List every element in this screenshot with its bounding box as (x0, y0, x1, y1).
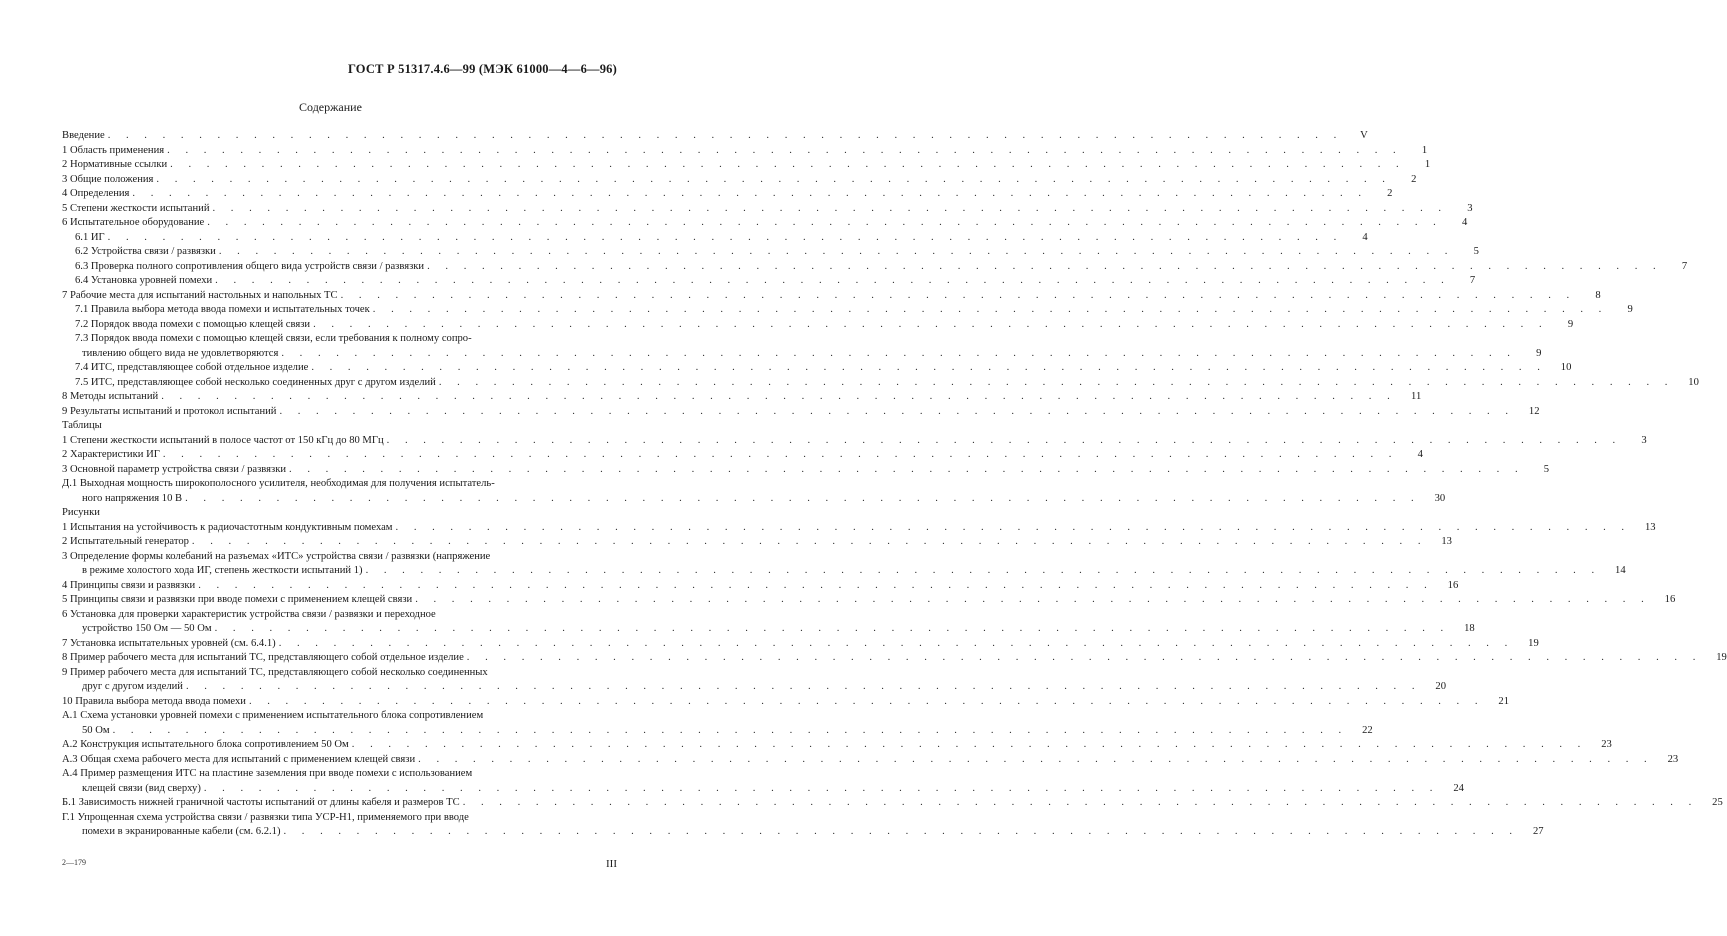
document-header: ГОСТ Р 51317.4.6—99 (МЭК 61000—4—6—96) (347, 62, 617, 76)
entry-title: 7.4 ИТС, представляющее собой отдельное изделие (75, 362, 309, 374)
entry-title: 7 Установка испытательных уровней (см. 6.4.1) (62, 637, 276, 649)
entry-title: 4 Принципы связи и развязки (62, 579, 196, 591)
leader-dots: . . . . . . . . . . . . . . . . . . . . . . . . . . . . . . . . . . . . . . . . . . . . . . . . . . . . . . . . . . . . . . . . . . . . (438, 376, 1674, 388)
entry-page-number: 19 (1716, 652, 1727, 664)
entry-title: Д.1 Выходная мощность широкополосного усилителя, необходимая для получения испытатель- (62, 478, 495, 490)
entries-entry[interactable] (62, 231, 1368, 246)
entry-page-number: 11 (1411, 391, 1422, 403)
tables-entry[interactable] (62, 448, 1423, 463)
entry-page-number: 2 (1387, 188, 1393, 200)
entry-title: Введение (62, 130, 105, 142)
entry-title: А.1 Схема установки уровней помехи с применением испытательного блока сопротивлением (62, 710, 484, 722)
leader-dots: . . . . . . . . . . . . . . . . . . . . . . . . . . . . . . . . . . . . . . . . . . . . . . . . . . . . . . . . . . . . . . . . . . . . (386, 434, 1622, 446)
entry-title: А.4 Пример размещения ИТС на пластине заземления при вводе помехи с использованием (62, 768, 473, 780)
leader-dots: . . . . . . . . . . . . . . . . . . . . . . . . . . . . . . . . . . . . . . . . . . . . . . . . . . . . . . . . . . . . . . . . . . . . (132, 188, 1368, 200)
entry-title-continuation: устройство 150 Ом — 50 Ом (82, 623, 212, 635)
leader-dots: . . . . . . . . . . . . . . . . . . . . . . . . . . . . . . . . . . . . . . . . . . . . . . . . . . . . . . . . . . . . . . . . . . . . (289, 463, 1525, 475)
entries-entry[interactable] (62, 202, 1473, 217)
entry-title: 2 Нормативные ссылки (62, 159, 168, 171)
entries-entry[interactable] (62, 260, 1688, 275)
entries-entry[interactable] (62, 361, 1572, 376)
entry-page-number: V (1360, 130, 1368, 142)
entries-entry[interactable] (62, 129, 1368, 144)
entry-page-number: 7 (1681, 260, 1688, 272)
entry-title: 7.3 Порядок ввода помехи с помощью клещей связи, если требования к полному сопро- (75, 333, 472, 345)
entry-title: 1 Область применения (62, 144, 165, 156)
figures-entry-continuation[interactable] (62, 622, 1475, 637)
entry-title: 7 Рабочие места для испытаний настольных и напольных ТС (62, 289, 338, 301)
entry-title: 6.1 ИГ (75, 231, 105, 243)
entry-page-number: 14 (1615, 565, 1626, 577)
tables-entry[interactable] (62, 477, 598, 492)
leader-dots: . . . . . . . . . . . . . . . . . . . . . . . . . . . . . . . . . . . . . . . . . . . . . . . . . . . . . . . . . . . . . . . . . . . . (207, 217, 1443, 229)
entry-title: 3 Определение формы колебаний на разъемах «ИТС» устройства связи / развязки (напряжение (62, 550, 491, 562)
footer-page-number: III (606, 858, 617, 870)
entries-entry[interactable] (62, 405, 1540, 420)
leader-dots: . . . . . . . . . . . . . . . . . . . . . . . . . . . . . . . . . . . . . . . . . . . . . . . . . . . . . . . . . . . . . . . . . . . . (311, 362, 1547, 374)
entry-page-number: 22 (1362, 724, 1373, 736)
entry-page-number: 4 (1461, 217, 1468, 229)
leader-dots: . . . . . . . . . . . . . . . . . . . . . . . . . . . . . . . . . . . . . . . . . . . . . . . . . . . . . . . . . . . . . . . . . . . . (418, 753, 1654, 765)
entry-title: 7.1 Правила выбора метода ввода помехи и испытательных точек (75, 304, 370, 316)
entries-entry[interactable] (62, 158, 1431, 173)
leader-dots: . . . . . . . . . . . . . . . . . . . . . . . . . . . . . . . . . . . . . . . . . . . . . . . . . . . . . . . . . . . . . . . . . . . . (170, 159, 1406, 171)
entry-page-number: 10 (1688, 376, 1699, 388)
entry-title-continuation: друг с другом изделий (82, 681, 183, 693)
entries-entry[interactable] (62, 303, 1633, 318)
table-of-contents (62, 129, 1727, 840)
entry-title-continuation: клещей связи (вид сверху) (82, 782, 201, 794)
leader-dots: . . . . . . . . . . . . . . . . . . . . . . . . . . . . . . . . . . . . . . . . . . . . . . . . . . . . . . . . . . . . . . . . . . . . (372, 304, 1608, 316)
figures-entry[interactable] (62, 753, 1679, 768)
figures-entry-continuation[interactable] (62, 724, 1373, 739)
figures-entry[interactable] (62, 767, 598, 782)
leader-dots: . . . . . . . . . . . . . . . . . . . . . . . . . . . . . . . . . . . . . . . . . . . . . . . . . . . . . . . . . . . . . . . . . . . . (198, 579, 1434, 591)
entry-page-number: 5 (1543, 463, 1550, 475)
tables-entry[interactable] (62, 463, 1550, 478)
leader-dots: . . . . . . . . . . . . . . . . . . . . . . . . . . . . . . . . . . . . . . . . . . . . . . . . . . . . . . . . . . . . . . . . . . . . (218, 246, 1454, 258)
leader-dots: . . . . . . . . . . . . . . . . . . . . . . . . . . . . . . . . . . . . . . . . . . . . . . . . . . . . . . . . . . . . . . . . . . . . (313, 318, 1549, 330)
entry-title: 5 Степени жесткости испытаний (62, 202, 210, 214)
figures-heading: Рисунки (62, 507, 100, 519)
figures-entry[interactable] (62, 550, 598, 565)
entry-title: 2 Характеристики ИГ (62, 449, 160, 461)
footer-sheet-number: 2—179 (62, 858, 86, 867)
entry-page-number: 4 (1362, 231, 1368, 243)
page-title: Содержание (299, 100, 362, 114)
leader-dots: . . . . . . . . . . . . . . . . . . . . . . . . . . . . . . . . . . . . . . . . . . . . . . . . . . . . . . . . . . . . . . . . . . . . (185, 492, 1421, 504)
tables-entry-continuation[interactable] (62, 492, 1446, 507)
entries-entry[interactable] (62, 332, 598, 347)
leader-dots: . . . . . . . . . . . . . . . . . . . . . . . . . . . . . . . . . . . . . . . . . . . . . . . . . . . . . . . . . . . . . . . . . . . . (365, 565, 1601, 577)
entry-title-continuation: в режиме холостого хода ИГ, степень жесткости испытаний 1) (82, 565, 363, 577)
leader-dots: . . . . . . . . . . . . . . . . . . . . . . . . . . . . . . . . . . . . . . . . . . . . . . . . . . . . . . . . . . . . . . . . . . . . (162, 449, 1398, 461)
entry-title-continuation: ного напряжения 10 В (82, 492, 183, 504)
entry-page-number: 23 (1667, 753, 1679, 765)
leader-dots: . . . . . . . . . . . . . . . . . . . . . . . . . . . . . . . . . . . . . . . . . . . . . . . . . . . . . . . . . . . . . . . . . . . . (191, 536, 1427, 548)
entry-page-number: 27 (1532, 826, 1544, 838)
entry-title: 1 Степени жесткости испытаний в полосе частот от 150 кГц до 80 МГц (62, 434, 384, 446)
leader-dots: . . . . . . . . . . . . . . . . . . . . . . . . . . . . . . . . . . . . . . . . . . . . . . . . . . . . . . . . . . . . . . . . . . . . (161, 391, 1397, 403)
figures-entry-continuation[interactable] (62, 564, 1626, 579)
entry-page-number: 25 (1712, 797, 1723, 809)
leader-dots: . . . . . . . . . . . . . . . . . . . . . . . . . . . . . . . . . . . . . . . . . . . . . . . . . . . . . . . . . . . . . . . . . . . . (203, 782, 1439, 794)
tables-entry[interactable] (62, 434, 1647, 449)
leader-dots: . . . . . . . . . . . . . . . . . . . . . . . . . . . . . . . . . . . . . . . . . . . . . . . . . . . . . . . . . . . . . . . . . . . . (462, 797, 1698, 809)
entry-page-number: 3 (1467, 202, 1473, 214)
figures-entry[interactable] (62, 579, 1459, 594)
leader-dots: . . . . . . . . . . . . . . . . . . . . . . . . . . . . . . . . . . . . . . . . . . . . . . . . . . . . . . . . . . . . . . . . . . . . (283, 826, 1519, 838)
entries-entry[interactable] (62, 173, 1417, 188)
figures-entry[interactable] (62, 738, 1612, 753)
entries-entry-continuation[interactable] (62, 347, 1542, 362)
leader-dots: . . . . . . . . . . . . . . . . . . . . . . . . . . . . . . . . . . . . . . . . . . . . . . . . . . . . . . . . . . . . . . . . . . . . (279, 405, 1515, 417)
entry-title: 9 Пример рабочего места для испытаний ТС, представляющего собой несколько соединенных (62, 666, 488, 678)
entries-entry[interactable] (62, 376, 1699, 391)
entry-page-number: 19 (1528, 637, 1539, 649)
entry-page-number: 12 (1528, 405, 1540, 417)
entry-title: 6 Испытательное оборудование (62, 217, 205, 229)
leader-dots: . . . . . . . . . . . . . . . . . . . . . . . . . . . . . . . . . . . . . . . . . . . . . . . . . . . . . . . . . . . . . . . . . . . . (107, 130, 1343, 142)
entry-title: 4 Определения (62, 188, 130, 200)
leader-dots: . . . . . . . . . . . . . . . . . . . . . . . . . . . . . . . . . . . . . . . . . . . . . . . . . . . . . . . . . . . . . . . . . . . . (156, 173, 1392, 185)
entries-entry[interactable] (62, 245, 1479, 260)
leader-dots: . . . . . . . . . . . . . . . . . . . . . . . . . . . . . . . . . . . . . . . . . . . . . . . . . . . . . . . . . . . . . . . . . . . . (466, 652, 1702, 664)
entry-title: 10 Правила выбора метода ввода помехи (62, 695, 246, 707)
leader-dots: . . . . . . . . . . . . . . . . . . . . . . . . . . . . . . . . . . . . . . . . . . . . . . . . . . . . . . . . . . . . . . . . . . . . (167, 144, 1403, 156)
leader-dots: . . . . . . . . . . . . . . . . . . . . . . . . . . . . . . . . . . . . . . . . . . . . . . . . . . . . . . . . . . . . . . . . . . . . (185, 681, 1421, 693)
entry-page-number: 30 (1434, 492, 1446, 504)
figures-entry[interactable] (62, 709, 598, 724)
figures-entry[interactable] (62, 811, 598, 826)
entry-page-number: 3 (1641, 434, 1647, 446)
entry-page-number: 2 (1411, 173, 1417, 185)
entry-page-number: 7 (1469, 275, 1476, 287)
leader-dots: . . . . . . . . . . . . . . . . . . . . . . . . . . . . . . . . . . . . . . . . . . . . . . . . . . . . . . . . . . . . . . . . . . . . (278, 637, 1514, 649)
entry-page-number: 23 (1601, 739, 1612, 751)
leader-dots: . . . . . . . . . . . . . . . . . . . . . . . . . . . . . . . . . . . . . . . . . . . . . . . . . . . . . . . . . . . . . . . . . . . . (340, 289, 1576, 301)
entries-entry[interactable] (62, 289, 1601, 304)
entry-page-number: 4 (1417, 449, 1423, 461)
entry-page-number: 1 (1421, 144, 1428, 156)
leader-dots: . . . . . . . . . . . . . . . . . . . . . . . . . . . . . . . . . . . . . . . . . . . . . . . . . . . . . . . . . . . . . . . . . . . . (281, 347, 1517, 359)
entry-title: 5 Принципы связи и развязки при вводе помехи с применением клещей связи (62, 594, 413, 606)
entry-title: 3 Основной параметр устройства связи / развязки (62, 463, 287, 475)
entry-page-number: 13 (1644, 521, 1656, 533)
entry-title: 8 Методы испытаний (62, 391, 159, 403)
entry-page-number: 16 (1664, 594, 1676, 606)
figures-entry[interactable] (62, 593, 1676, 608)
entry-title: А.3 Общая схема рабочего места для испытаний с применением клещей связи (62, 753, 416, 765)
entry-title: 6.4 Установка уровней помехи (75, 275, 213, 287)
entry-title: 6.3 Проверка полного сопротивления общего вида устройств связи / развязки (75, 260, 425, 272)
entry-title-continuation: 50 Ом (82, 724, 110, 736)
leader-dots: . . . . . . . . . . . . . . . . . . . . . . . . . . . . . . . . . . . . . . . . . . . . . . . . . . . . . . . . . . . . . . . . . . . . (248, 695, 1484, 707)
leader-dots: . . . . . . . . . . . . . . . . . . . . . . . . . . . . . . . . . . . . . . . . . . . . . . . . . . . . . . . . . . . . . . . . . . . . (112, 724, 1348, 736)
tables-heading: Таблицы (62, 420, 102, 432)
entry-title-continuation: тивлению общего вида не удовлетворяются (82, 347, 279, 359)
entry-page-number: 9 (1536, 347, 1542, 359)
entry-page-number: 1 (1424, 159, 1431, 171)
entry-title: 6 Установка для проверки характеристик устройства связи / развязки и переходное (62, 608, 436, 620)
entry-title: 1 Испытания на устойчивость к радиочастотным кондуктивным помехам (62, 521, 393, 533)
entry-page-number: 9 (1627, 304, 1633, 316)
entries-entry[interactable] (62, 216, 1468, 231)
entry-page-number: 24 (1453, 782, 1464, 794)
leader-dots: . . . . . . . . . . . . . . . . . . . . . . . . . . . . . . . . . . . . . . . . . . . . . . . . . . . . . . . . . . . . . . . . . . . . (351, 739, 1587, 751)
entry-title: Б.1 Зависимость нижней граничной частоты испытаний от длины кабеля и размеров ТС (62, 797, 460, 809)
entries-entry[interactable] (62, 187, 1393, 202)
entries-entry[interactable] (62, 274, 1476, 289)
figures-entry-continuation[interactable] (62, 782, 1464, 797)
figures-entry-continuation[interactable] (62, 680, 1446, 695)
entry-title: А.2 Конструкция испытательного блока сопротивлением 50 Ом (62, 739, 349, 751)
figures-entry[interactable] (62, 608, 598, 623)
figures-entry[interactable] (62, 666, 598, 681)
figures-entry[interactable] (62, 521, 1656, 536)
entry-page-number: 13 (1441, 536, 1452, 548)
entry-title-continuation: помехи в экранированные кабели (см. 6.2.1) (82, 826, 281, 838)
entry-title: 9 Результаты испытаний и протокол испытаний (62, 405, 277, 417)
entries-entry[interactable] (62, 390, 1422, 405)
figures-entry[interactable] (62, 695, 1509, 710)
leader-dots: . . . . . . . . . . . . . . . . . . . . . . . . . . . . . . . . . . . . . . . . . . . . . . . . . . . . . . . . . . . . . . . . . . . . (415, 594, 1651, 606)
figures-entry[interactable] (62, 535, 1452, 550)
entry-title: 6.2 Устройства связи / развязки (75, 246, 216, 258)
entry-title: 7.2 Порядок ввода помехи с помощью клещей связи (75, 318, 311, 330)
figures-entry[interactable] (62, 651, 1727, 666)
entry-page-number: 5 (1473, 246, 1479, 258)
entry-title: Г.1 Упрощенная схема устройства связи / развязки типа УСР-Н1, применяемого при вводе (62, 811, 469, 823)
leader-dots: . . . . . . . . . . . . . . . . . . . . . . . . . . . . . . . . . . . . . . . . . . . . . . . . . . . . . . . . . . . . . . . . . . . . (427, 260, 1663, 272)
leader-dots: . . . . . . . . . . . . . . . . . . . . . . . . . . . . . . . . . . . . . . . . . . . . . . . . . . . . . . . . . . . . . . . . . . . . (395, 521, 1631, 533)
figures-entry[interactable] (62, 796, 1723, 811)
entry-title: 2 Испытательный генератор (62, 536, 189, 548)
entry-page-number: 9 (1567, 318, 1574, 330)
entry-title: 8 Пример рабочего места для испытаний ТС, представляющего собой отдельное изделие (62, 652, 464, 664)
entry-page-number: 16 (1447, 579, 1459, 591)
figures-entry[interactable] (62, 637, 1539, 652)
entry-title: 3 Общие положения (62, 173, 154, 185)
leader-dots: . . . . . . . . . . . . . . . . . . . . . . . . . . . . . . . . . . . . . . . . . . . . . . . . . . . . . . . . . . . . . . . . . . . . (214, 623, 1450, 635)
leader-dots: . . . . . . . . . . . . . . . . . . . . . . . . . . . . . . . . . . . . . . . . . . . . . . . . . . . . . . . . . . . . . . . . . . . . (107, 231, 1343, 243)
entry-page-number: 10 (1560, 362, 1572, 374)
entry-page-number: 21 (1498, 695, 1509, 707)
entry-page-number: 18 (1464, 623, 1475, 635)
figures-entry-continuation[interactable] (62, 825, 1544, 840)
entry-page-number: 20 (1435, 681, 1446, 693)
entry-title: 7.5 ИТС, представляющее собой несколько соединенных друг с другом изделий (75, 376, 436, 388)
leader-dots: . . . . . . . . . . . . . . . . . . . . . . . . . . . . . . . . . . . . . . . . . . . . . . . . . . . . . . . . . . . . . . . . . . . . (215, 275, 1451, 287)
entry-page-number: 8 (1595, 289, 1601, 301)
entries-entry[interactable] (62, 144, 1428, 159)
entries-entry[interactable] (62, 318, 1574, 333)
leader-dots: . . . . . . . . . . . . . . . . . . . . . . . . . . . . . . . . . . . . . . . . . . . . . . . . . . . . . . . . . . . . . . . . . . . . (212, 202, 1448, 214)
